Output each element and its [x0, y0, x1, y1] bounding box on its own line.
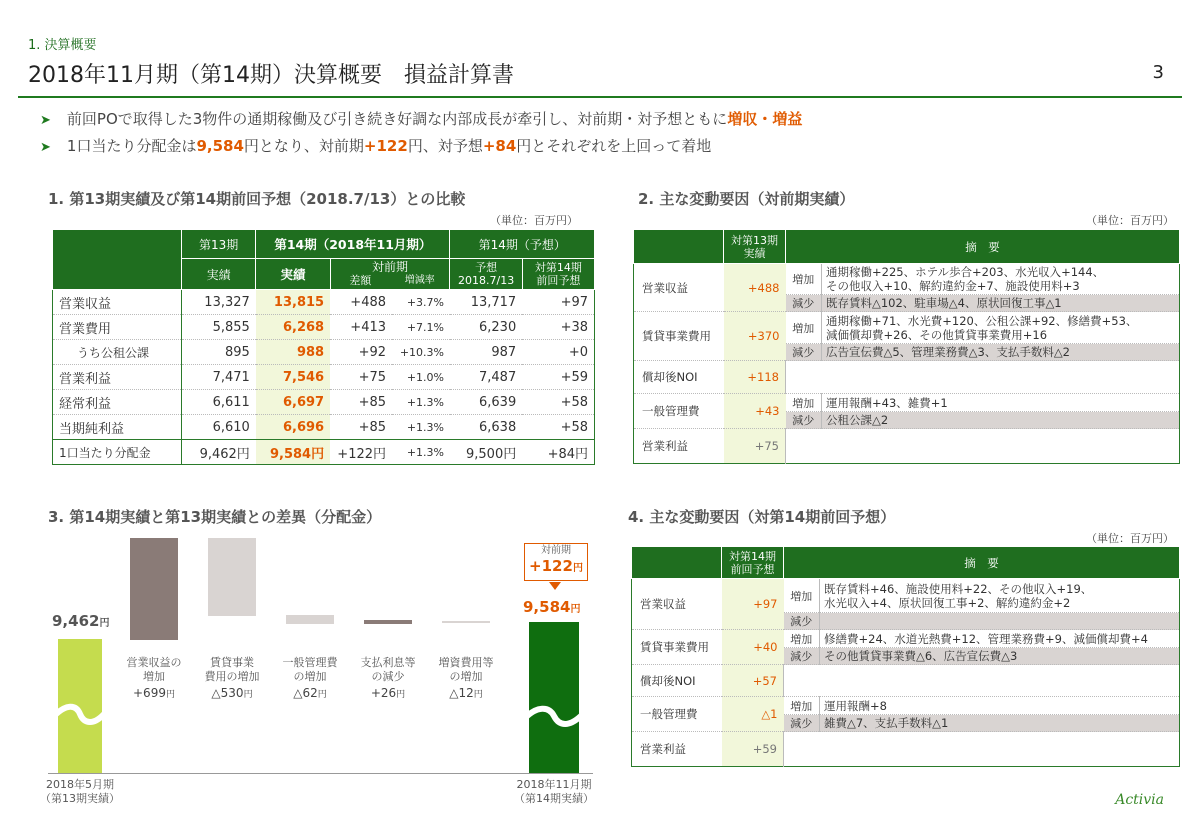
- sec4-unit: （単位：百万円）: [1086, 532, 1174, 545]
- activia-logo: Activia: [1115, 792, 1164, 808]
- bullet-2: ➤ 1口当たり分配金は9,584円となり、対前期+122円、対予想+84円とそれぞれを上回って着地: [40, 137, 712, 155]
- table-row: 当期純利益 6,610 6,696 +85 +1.3% 6,638 +58: [53, 415, 595, 440]
- callout-box: 対前期 +122円: [524, 543, 588, 581]
- table-row: うち公租公課 895 988 +92 +10.3% 987 +0: [53, 340, 595, 365]
- step-value-4: +26円: [370, 686, 406, 700]
- sec1-unit: （単位：百万円）: [490, 214, 578, 227]
- step-bar-1: [130, 538, 178, 640]
- step-bar-2: [208, 538, 256, 616]
- sec4-title: 4. 主な変動要因（対第14期前回予想）: [628, 508, 896, 526]
- sec2-title: 2. 主な変動要因（対前期実績）: [638, 190, 855, 208]
- break-mark: [525, 702, 583, 730]
- table-row: 賃貸事業費用 +370 増加 通期稼働+71、水光費+120、公租公課+92、修繕費+53、 減価償却費+26、その他賃貸事業費用+16: [634, 312, 1180, 344]
- table-row: 償却後NOI +118: [634, 361, 1180, 394]
- step-bar-3: [286, 615, 334, 624]
- arrow-icon: ➤: [40, 140, 51, 155]
- table-row: 営業費用 5,855 6,268 +413 +7.1% 6,230 +38: [53, 315, 595, 340]
- table-row: 減少 雑費△7、支払手数料△1: [632, 715, 1180, 732]
- page-number: 3: [1152, 62, 1164, 83]
- table-row: 一般管理費 +43 増加 運用報酬+43、雑費+1: [634, 394, 1180, 412]
- title-rule: [18, 96, 1182, 98]
- table-row: 営業利益 7,471 7,546 +75 +1.0% 7,487 +59: [53, 365, 595, 390]
- table-row: 減少 広告宣伝費△5、管理業務費△3、支払手数料△2: [634, 344, 1180, 361]
- table-row: 一般管理費 △1 増加 運用報酬+8: [632, 697, 1180, 715]
- page-title: 2018年11月期（第14期）決算概要 損益計算書: [28, 63, 514, 88]
- table-row: 営業利益 +75: [634, 429, 1180, 464]
- table-row: 営業収益 +488 増加 通期稼働+225、ホテル歩合+203、水光収入+144、 その他収入+10、解約違約金+7、施設使用料+3: [634, 264, 1180, 295]
- section-tag: 1. 決算概要: [28, 38, 97, 53]
- bullet-1: ➤ 前回POで取得した3物件の通期稼働及び引き続き好調な内部成長が牽引し、対前期・対予想ともに増収・増益: [40, 110, 803, 128]
- end-bar: [529, 622, 579, 773]
- table-row: 償却後NOI +57: [632, 665, 1180, 697]
- step-value-3: △62円: [293, 686, 327, 700]
- step-label-5: 増資費用等 の増加: [438, 656, 494, 683]
- table-row: 減少 既存賃料△102、駐車場△4、原状回復工事△1: [634, 295, 1180, 312]
- step-bar-4: [364, 620, 412, 624]
- step-value-1: +699円: [133, 686, 175, 700]
- table-row: 1口当たり分配金 9,462円 9,584円 +122円 +1.3% 9,500円 +84円: [53, 440, 595, 465]
- table-row: 営業利益 +59: [632, 732, 1180, 767]
- table-row: 営業収益 +97 増加 既存賃料+46、施設使用料+22、その他収入+19、 水光収入+4、原状回復工事+2、解約違約金+2: [632, 579, 1180, 613]
- step-value-2: △530円: [211, 686, 253, 700]
- step-label-2: 賃貸事業 費用の増加: [204, 656, 260, 683]
- table-row: 営業収益 13,327 13,815 +488 +3.7% 13,717 +97: [53, 290, 595, 315]
- variance-table-forecast: 対第14期 前回予想 摘 要 営業収益 +97 増加 既存賃料+46、施設使用料+22、その他収入+19、 水光収入+4、原状回復工事+2、解約違約金+2 減少 賃貸事業費用 +40 増加 修繕費+24、水道光熱費+12、管理業務費+9、減価償却費+4 減少 その他賃貸事業費△6、広告宣伝費△3 償却後NOI +57 一般管理費 △1 増加 運用報酬+8 減少 雑費△7、支払手数料△1 営業利益 +59: [631, 546, 1180, 767]
- table-row: 賃貸事業費用 +40 増加 修繕費+24、水道光熱費+12、管理業務費+9、減価償却費+4: [632, 630, 1180, 648]
- sec1-title: 1. 第13期実績及び第14期前回予想（2018.7/13）との比較: [48, 190, 466, 208]
- down-arrow-icon: [549, 582, 561, 590]
- baseline: [48, 773, 593, 774]
- step-label-1: 営業収益の 増加: [126, 656, 182, 683]
- variance-table-prev: 対第13期 実績 摘 要 営業収益 +488 増加 通期稼働+225、ホテル歩合+203、水光収入+144、 その他収入+10、解約違約金+7、施設使用料+3 減少 既存賃料△102、駐車場△4、原状回復工事△1 賃貸事業費用 +370 増加 通期稼働+71、水光費+120、公租公課+92、修繕費+53、 減価償却費+26、その他賃貸事業費用+16 減少 広告宣伝費△5、管理業務費△3、支払手数料△2 償却後NOI +118 一般管理費 +43 増加 運用報酬+43、雑費+1 減少 公租公課△2 営業利益 +75: [633, 229, 1180, 464]
- step-value-5: △12円: [449, 686, 483, 700]
- step-label-4: 支払利息等 の減少: [360, 656, 416, 683]
- end-value: 9,584円: [523, 598, 581, 616]
- table-row: 減少: [632, 613, 1180, 630]
- arrow-icon: ➤: [40, 113, 51, 128]
- comparison-table: 第13期 第14期（2018年11月期） 第14期（予想） 実績 実績 対前期 差額 増減率 予想 2018.7/13 対第14期 前回予想 営業収益 13,327 13,815 +488 +3.7% 13,717 +97 営業費用 5,855 6,268 +413 +7.1% 6,230 +38 うち公租公課 895 988 +92 +10.3% 987 +0 営業利益 7,471 7,546 +75 +1.0% 7,487 +59 経常利益 6,611 6,697 +85 +1.3% 6,639 +58 当期純利益 6,610 6,696 +85 +1.3% 6,638 +58 1口当たり分配金 9,462円 9,584円 +122円 +1.3% 9,500円 +84円: [52, 229, 595, 465]
- end-period-label: 2018年11月期 （第14期実績）: [514, 778, 594, 805]
- table-row: 経常利益 6,611 6,697 +85 +1.3% 6,639 +58: [53, 390, 595, 415]
- table-row: 減少 その他賃貸事業費△6、広告宣伝費△3: [632, 648, 1180, 665]
- sec3-title: 3. 第14期実績と第13期実績との差異（分配金）: [48, 508, 382, 526]
- step-bar-5: [442, 621, 490, 623]
- start-value: 9,462円: [52, 612, 110, 630]
- step-label-3: 一般管理費 の増加: [282, 656, 338, 683]
- break-mark: [54, 700, 106, 728]
- table-row: 減少 公租公課△2: [634, 412, 1180, 429]
- start-period-label: 2018年5月期 （第13期実績）: [40, 778, 120, 805]
- sec2-unit: （単位：百万円）: [1086, 214, 1174, 227]
